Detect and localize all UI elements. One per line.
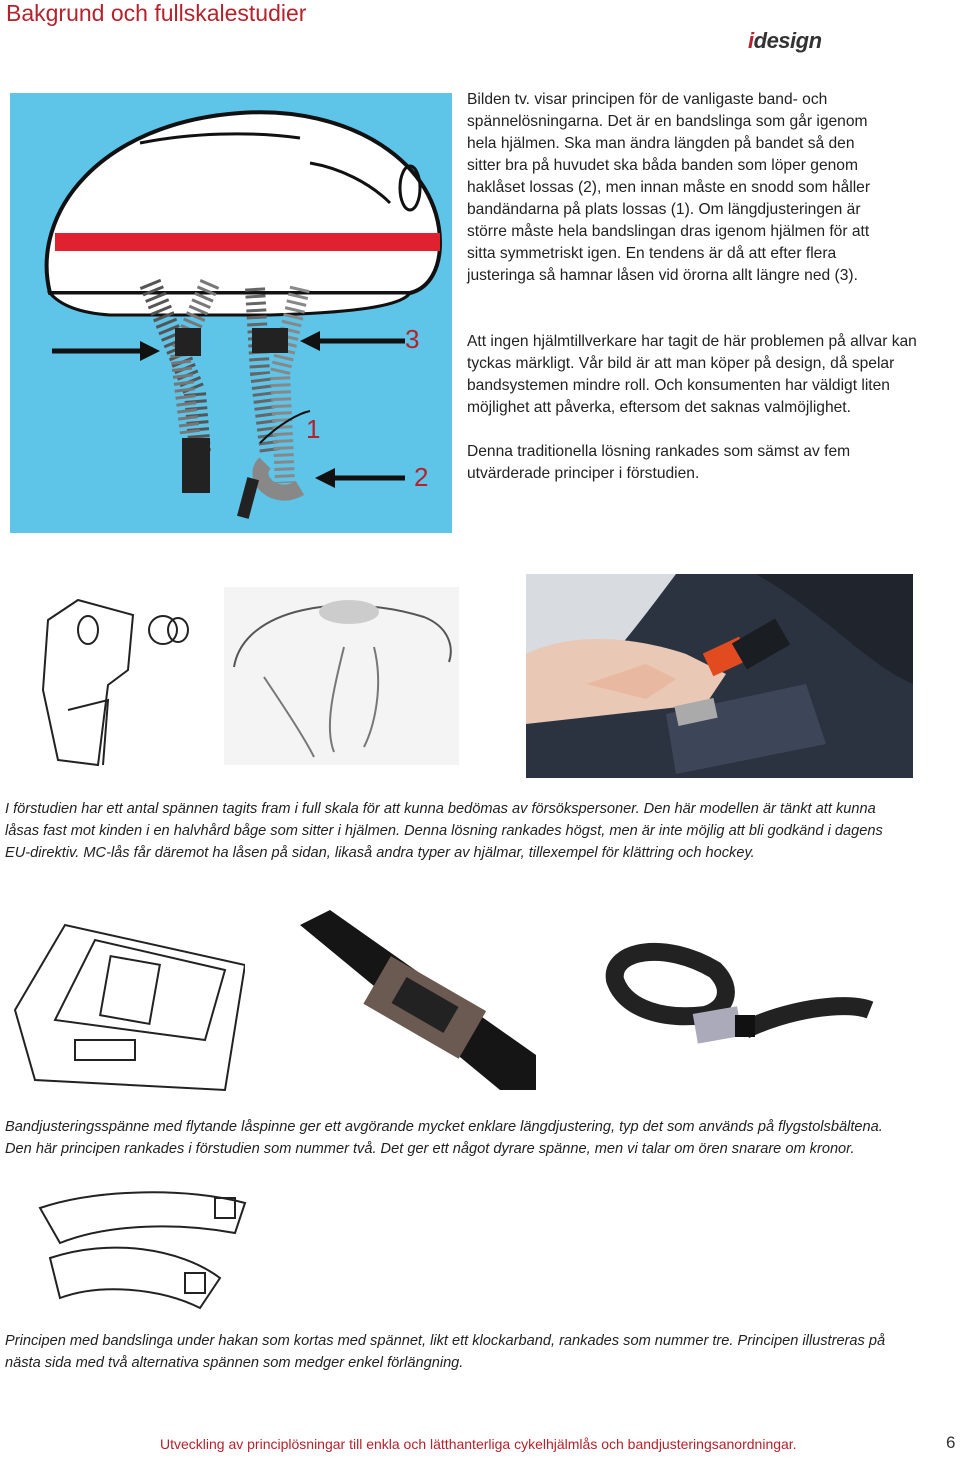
helmet-sketch-image (224, 587, 459, 765)
page-header-title: Bakgrund och fullskalestudier (6, 0, 307, 26)
buckle-sketch-image (18, 590, 208, 768)
intro-paragraph-2: Att ingen hjälmtillverkare har tagit de här problemen på allvar kan tyckas märkligt. Vår bild är att man köper på design, då spelar bandsystemen mindre roll. Och konsumenten har väldigt liten möjlighet att påverka, eftersom det saknas valmöjlighet. (467, 333, 917, 416)
label-2: 2 (414, 462, 429, 492)
seatbelt-buckle-photo (605, 930, 875, 1085)
footer-text: Utveckling av principlösningar till enkla och lätthanterliga cykelhjälmlås och bandjusteringsanordningar. (160, 1436, 797, 1452)
watchband-buckle-sketch (20, 1188, 260, 1313)
intro-paragraph-1: Bilden tv. visar principen för de vanligaste band- och spännelösningarna. Det är en bandslinga som går igenom hela hjälmen. Ska man ändra längden på bandet så den sitter bra på huvudet ska båda banden som löper genom haklåset lossas (2), men innan måste en snodd som håller bandändarna på plats lossas (1). Om längdjusteringen är större måste hela bandslingan dras igenom hjälmen för att sitta symmetriskt igen. En tendens är då att efter flera justeringa så hamnar låsen vid örorna allt längre ned (3). (467, 91, 871, 284)
intro-paragraph-3: Denna traditionella lösning rankades som sämst av fem utvärderade principer i förstudien. (467, 443, 851, 482)
strap-buckle-photo (300, 905, 536, 1090)
box-buckle-sketch (5, 920, 245, 1095)
page-number: 6 (946, 1433, 956, 1452)
caption-1: I förstudien har ett antal spännen tagits fram i full skala för att kunna bedömas av försökspersoner. Den här modellen är tänkt att kunna låsas fast mot kinden i en halvhård båge som sitter i hjälmen. Denna lösning rankades högst, men är inte möjlig att bli godkänd i dagens EU-direktiv. MC-lås får däremot ha låsen på sidan, likaså andra typer av hjälmar, tillexempel för klättring och hockey. (5, 801, 883, 861)
caption-2: Bandjusteringsspänne med flytande låspinne ger ett avgörande mycket enklare längdjustering, typ det som används på flygstolsbältena. Den här principen rankades i förstudien som nummer två. Det ger ett något dyrare spänne, men vi talar om ören snarare om kronor. (5, 1119, 883, 1157)
idesign-logo: idesign (748, 28, 822, 53)
label-1: 1 (306, 414, 321, 444)
buckle-photo (526, 574, 913, 778)
helmet-strap-figure (10, 93, 452, 533)
label-3: 3 (405, 324, 420, 354)
caption-3: Principen med bandslinga under hakan som kortas med spännet, likt ett klockarband, rankades som nummer tre. Principen illustreras på nästa sida med två alternativa spännen som medger enkel förlängning. (5, 1333, 886, 1371)
